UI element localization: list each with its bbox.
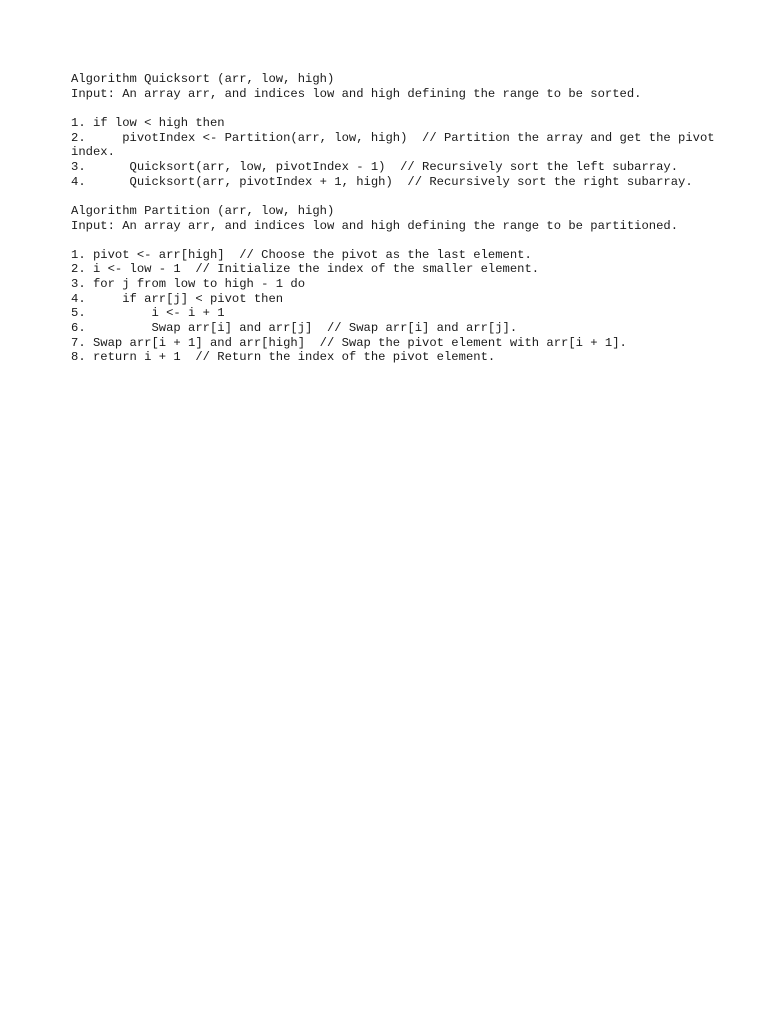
spacer (71, 101, 731, 116)
partition-step-2: 2. i <- low - 1 // Initialize the index of the smaller element. (71, 262, 540, 277)
quicksort-algorithm (71, 72, 731, 189)
quicksort-step-3: 3. Quicksort(arr, low, pivotIndex - 1) // Recursively sort the left subarray. (71, 159, 679, 174)
partition-algorithm (71, 204, 731, 365)
partition-title: Algorithm Partition (arr, low, high) (71, 203, 335, 218)
partition-step-3: 3. for j from low to high - 1 do (71, 277, 306, 292)
partition-step-1: 1. pivot <- arr[high] // Choose the pivot as the last element. (71, 247, 532, 262)
quicksort-step-2: 2. pivotIndex <- Partition(arr, low, high) // Partition the array and get the pivot index. (71, 130, 722, 160)
quicksort-input: Input: An array arr, and indices low and high defining the range to be sorted. (71, 86, 642, 101)
quicksort-title: Algorithm Quicksort (arr, low, high) (71, 72, 335, 86)
partition-step-6: 6. Swap arr[i] and arr[j] // Swap arr[i] and arr[j]. (71, 321, 518, 336)
partition-input: Input: An array arr, and indices low and high defining the range to be partitioned. (71, 218, 679, 233)
quicksort-step-4: 4. Quicksort(arr, pivotIndex + 1, high) // Recursively sort the right subarray. (71, 174, 693, 189)
partition-step-8: 8. return i + 1 // Return the index of the pivot element. (71, 350, 496, 365)
spacer (71, 189, 731, 204)
partition-step-7: 7. Swap arr[i + 1] and arr[high] // Swap the pivot element with arr[i + 1]. (71, 335, 627, 350)
document-page (71, 72, 731, 365)
quicksort-step-1: 1. if low < high then (71, 115, 225, 130)
partition-step-5: 5. i <- i + 1 (71, 306, 225, 321)
spacer (71, 233, 731, 248)
partition-step-4: 4. if arr[j] < pivot then (71, 291, 284, 306)
